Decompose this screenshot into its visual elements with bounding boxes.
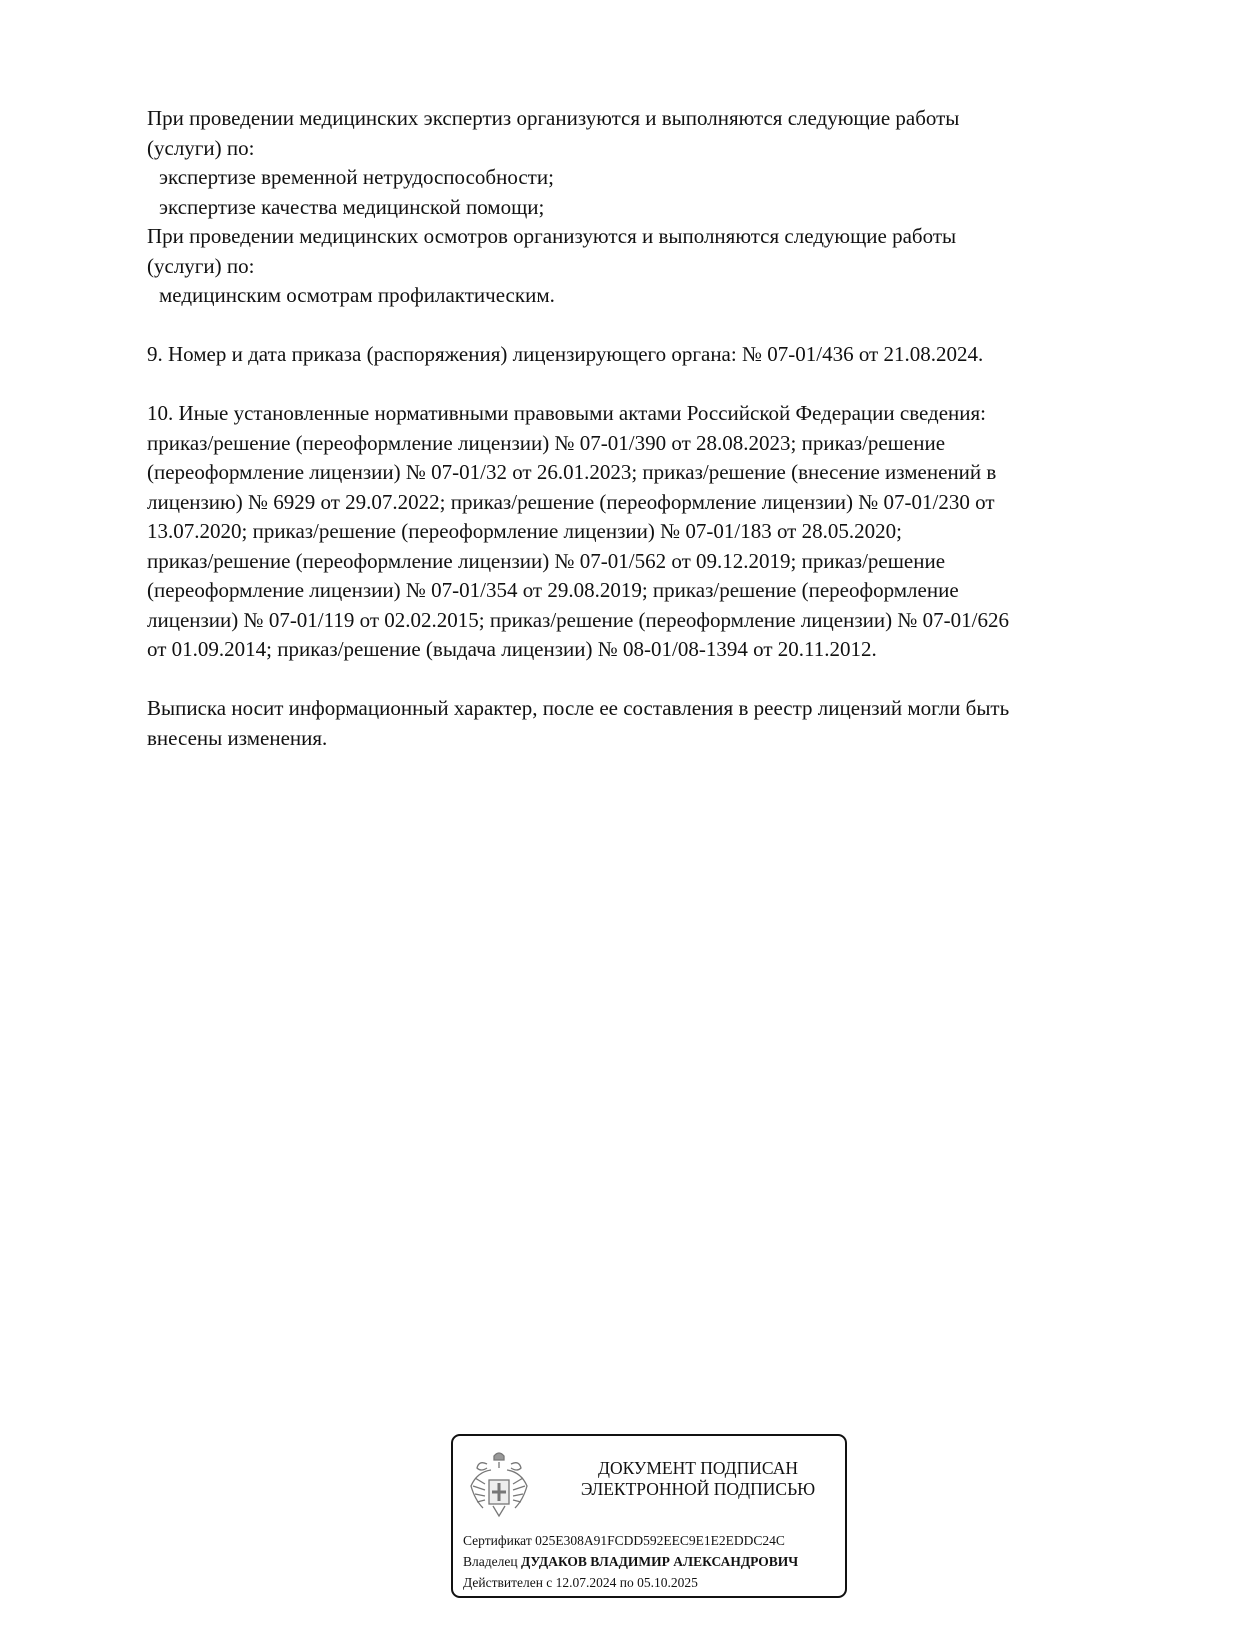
text-line: экспертизе временной нетрудоспособности; xyxy=(159,165,554,189)
section-9: 9. Номер и дата приказа (распоряжения) лицензирующего органа: № 07-01/436 от 21.08.2024. xyxy=(147,342,984,366)
stamp-title xyxy=(553,1458,843,1500)
disclaimer-line: внесены изменения. xyxy=(147,725,328,750)
text-line: При проведении медицинских экспертиз организуются и выполняются следующие работы xyxy=(147,106,960,130)
text-line: от 01.09.2014; приказ/решение (выдача лицензии) № 08-01/08-1394 от 20.11.2012. xyxy=(147,637,877,661)
certificate-line xyxy=(463,1530,798,1551)
section-10-heading: 10. Иные установленные нормативными правовыми актами Российской Федерации сведения: xyxy=(147,401,987,425)
text-line: лицензию) № 6929 от 29.07.2022; приказ/решение (переоформление лицензии) № 07-01/230 от xyxy=(147,489,995,514)
text-line: приказ/решение (переоформление лицензии) № 07-01/390 от 28.08.2023; приказ/решение xyxy=(147,430,946,455)
text-line: экспертизе качества медицинской помощи; xyxy=(159,194,545,219)
certificate-number: 025E308A91FCDD592EEC9E1E2EDDC24C xyxy=(535,1533,785,1548)
electronic-signature-stamp xyxy=(451,1434,847,1598)
owner-name: ДУДАКОВ ВЛАДИМИР АЛЕКСАНДРОВИЧ xyxy=(520,1554,799,1569)
text-line: 13.07.2020; приказ/решение (переоформление лицензии) № 07-01/183 от 28.05.2020; xyxy=(147,519,902,543)
stamp-info xyxy=(463,1530,798,1593)
disclaimer-line: Выписка носит информационный характер, после ее составления в реестр лицензий могли быть xyxy=(147,696,1010,720)
text-line: (услуги) по: xyxy=(147,135,255,160)
owner-label: Владелец xyxy=(463,1554,518,1569)
stamp-title-line: ДОКУМЕНТ ПОДПИСАН xyxy=(598,1458,798,1478)
validity-period: Действителен с 12.07.2024 по 05.10.2025 xyxy=(463,1575,698,1590)
text-line: При проведении медицинских осмотров организуются и выполняются следующие работы xyxy=(147,224,957,248)
stamp-title-line: ЭЛЕКТРОННОЙ ПОДПИСЬЮ xyxy=(580,1479,816,1499)
text-line: лицензии) № 07-01/119 от 02.02.2015; приказ/решение (переоформление лицензии) № 07-01/626 xyxy=(147,607,1009,632)
text-line: (переоформление лицензии) № 07-01/354 от 29.08.2019; приказ/решение (переоформление xyxy=(147,578,959,602)
text-line: (услуги) по: xyxy=(147,253,255,278)
text-line: (переоформление лицензии) № 07-01/32 от 26.01.2023; приказ/решение (внесение изменений в xyxy=(147,460,997,484)
coat-of-arms-icon xyxy=(467,1448,531,1524)
certificate-label: Сертификат xyxy=(463,1533,532,1548)
owner-line xyxy=(463,1551,798,1572)
document-body xyxy=(147,104,1147,753)
text-line: медицинским осмотрам профилактическим. xyxy=(159,283,555,307)
text-line: приказ/решение (переоформление лицензии) № 07-01/562 от 09.12.2019; приказ/решение xyxy=(147,548,946,573)
